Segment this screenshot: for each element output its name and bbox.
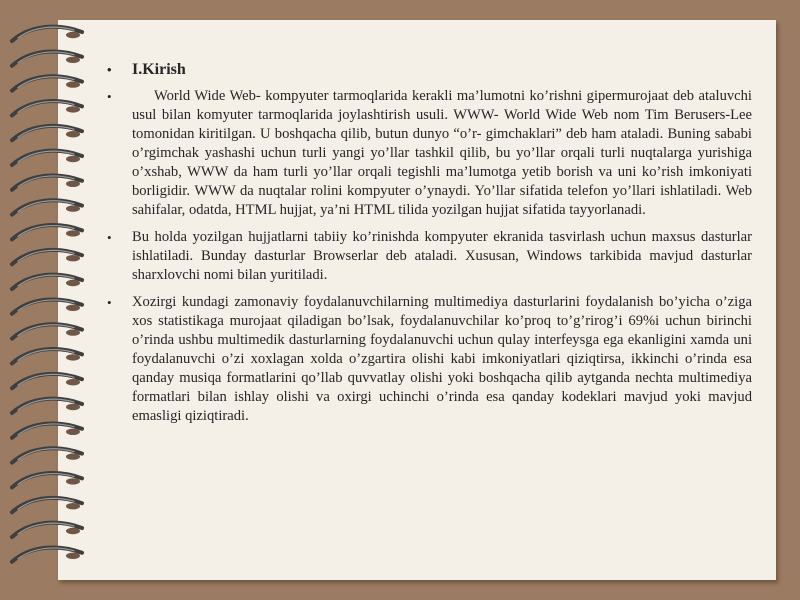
bullet-icon: • — [107, 230, 112, 245]
binding-ring — [12, 374, 82, 388]
binding-ring — [12, 498, 82, 512]
binding-ring — [12, 27, 82, 41]
bullet-icon: • — [107, 295, 112, 310]
slide-content — [104, 60, 752, 434]
binding-ring — [12, 275, 82, 289]
binding-ring — [12, 151, 82, 165]
binding-ring — [12, 200, 82, 214]
binding-ring — [12, 76, 82, 90]
binding-ring — [12, 523, 82, 537]
paragraph-item — [104, 87, 752, 220]
binding-ring — [12, 324, 82, 338]
spiral-binding — [0, 0, 100, 600]
binding-ring — [12, 51, 82, 65]
binding-ring — [12, 399, 82, 413]
paragraph-text: Bu holda yozilgan hujjatlarni tabiiy ko’rinishda kompyuter ekranida tasvirlash uchun maxsus dasturlar ishlatiladi. Bunday dasturlar Browserlar deb ataladi. Xususan, Windows tarkibida mavjud dasturlar sharxlovchi nomi bilan yuritiladi. — [132, 229, 752, 283]
paragraph-text: Xozirgi kundagi zamonaviy foydalanuvchilarning multimediya dasturlarini foydalanish bo’yicha o’ziga xos statistikaga murojaat qiladigan bo’lsak, foydalanuvchilar ko’proq to’g’rirog’i 69%i uchun birinchi o’rinda ushbu multimedik dasturlarning foydalanuvchi uchun qulay interfeysga ega ekanligini xamda uni foydalanuvchi o’zi xoxlagan xolda o’zgartira olishi kabi imkoniyatlari qiziqtirsa, ikkinchi o’rinda esa qanday musiqa formatlarini qo’llab quvvatlay olishi yoki boshqacha qilib aytganda nechta multimediya formatlari bilan ishlay olishi va oxirgi uchinchi o’rinda esa qanday kodeklari mavjud yoki mavjud emasligi qiziqtiradi. — [132, 294, 752, 424]
bullet-icon: • — [107, 89, 112, 104]
binding-ring — [12, 547, 82, 561]
binding-ring — [12, 101, 82, 115]
paragraph-item — [104, 293, 752, 426]
paragraph-text: World Wide Web- kompyuter tarmoqlarida kerakli ma’lumotni ko’rishni gipermurojaat deb ataluvchi usul bilan komyuter tarmoqlarida joylashtirish usuli. WWW- World Wide Web nom Tim Berusers-Lee tomonidan kiritilgan. U boshqacha qilib, butun dunyo “o’r- gimchaklari” deb ham ataladi. Buning sababi o’rgimchak yashashi uchun turli yangi yo’llar tashkil qilib, bu yo’llar orqali turli nuqtalarga yurishiga o’xshab, WWW da ham turli yo’llar orqali tegishli ma’lumotga yetib borish va uni ko’rish imkoniyati borligidir. WWW da nuqtalar rolini kompyuter o’ynaydi. Yo’llar sifatida telefon yo’llari ishlatiladi. Web sahifalar, odatda, HTML hujjat, ya’ni HTML tilida yozilgan hujjat sifatida tayyorlanadi. — [132, 88, 752, 218]
paragraph-item — [104, 228, 752, 285]
section-heading: I.Kirish — [132, 61, 186, 78]
heading-item — [104, 60, 752, 79]
binding-ring — [12, 175, 82, 189]
binding-ring — [12, 225, 82, 239]
binding-ring — [12, 349, 82, 363]
binding-ring — [12, 250, 82, 264]
binding-ring — [12, 126, 82, 140]
bullet-icon: • — [107, 62, 112, 77]
binding-ring — [12, 448, 82, 462]
binding-ring — [12, 473, 82, 487]
binding-ring — [12, 423, 82, 437]
binding-ring — [12, 299, 82, 313]
